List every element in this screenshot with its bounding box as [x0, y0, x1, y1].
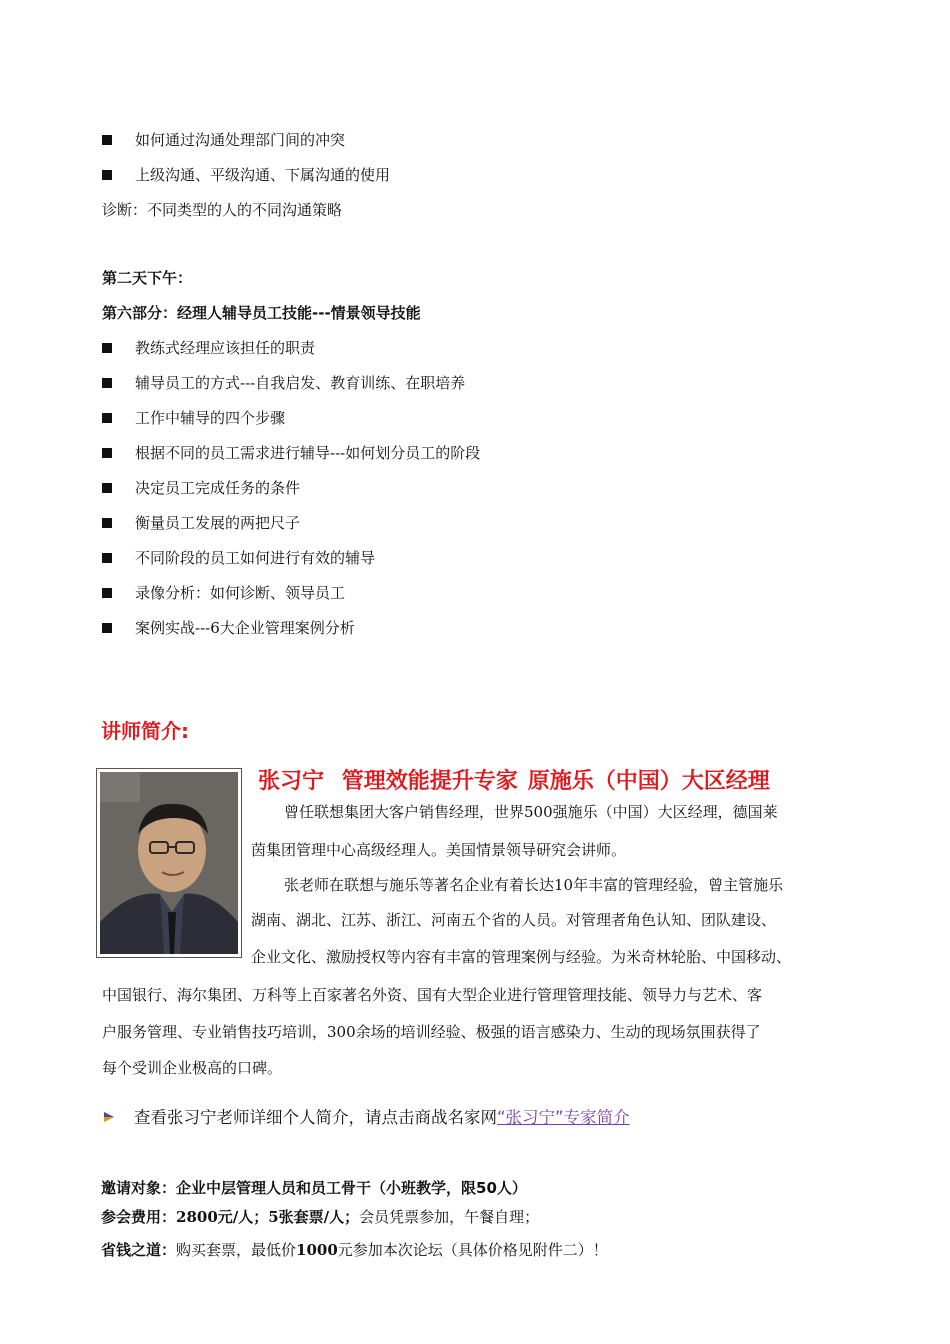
square-bullet-icon [102, 483, 112, 493]
list-item [102, 478, 300, 498]
square-bullet-icon [102, 553, 112, 563]
list-item [102, 130, 345, 150]
lecturer-title: 管理效能提升专家 [341, 769, 518, 794]
list-item-text: 不同阶段的员工如何进行有效的辅导 [135, 549, 376, 567]
square-bullet-icon [102, 343, 112, 353]
square-bullet-icon [102, 518, 112, 528]
list-item-text: 工作中辅导的四个步骤 [135, 409, 286, 427]
lecturer-name: 张习宁 [258, 769, 325, 794]
square-bullet-icon [102, 448, 112, 458]
list-item [102, 165, 390, 185]
square-bullet-icon [102, 170, 112, 180]
list-item [102, 618, 355, 638]
list-item [102, 338, 315, 358]
fee-value-bold: 2800元/人；5张套票/人； [176, 1208, 360, 1226]
list-item [102, 373, 465, 393]
expert-profile-link[interactable]: “张习宁”专家简介 [497, 1108, 630, 1127]
list-item [102, 513, 300, 533]
lecturer-photo [96, 768, 242, 958]
list-item-text: 录像分析：如何诊断、领导员工 [135, 584, 346, 602]
list-item-text: 教练式经理应该担任的职责 [135, 339, 316, 357]
lecturer-heading [258, 764, 780, 795]
bio-line: 企业文化、激励授权等内容有丰富的管理案例与经验。为米奇林轮胎、中国移动、 [251, 948, 792, 966]
savings-value-bold: 1000 [296, 1241, 338, 1259]
profile-link-row [102, 1107, 630, 1129]
section-title: 讲师简介: [101, 719, 189, 743]
savings-value-pre: 购买套票，最低价 [176, 1241, 297, 1259]
list-item-text: 辅导员工的方式---自我启发、教育训练、在职培养 [135, 374, 466, 392]
square-bullet-icon [102, 623, 112, 633]
list-item-text: 上级沟通、平级沟通、下属沟通的使用 [135, 166, 391, 184]
part6-title: 第六部分：经理人辅导员工技能---情景领导技能 [102, 304, 421, 322]
profile-link-text: 查看张习宁老师详细个人简介，请点击商战名家网 [134, 1108, 497, 1127]
bio-line: 茵集团管理中心高级经理人。美国情景领导研究会讲师。 [251, 841, 627, 859]
list-item-text: 根据不同的员工需求进行辅导---如何划分员工的阶段 [135, 444, 481, 462]
diagnosis-note: 诊断：不同类型的人的不同沟通策略 [102, 201, 343, 219]
savings-value-post: 元参加本次论坛（具体价格见附件二）！ [337, 1241, 608, 1259]
savings-label: 省钱之道： [101, 1241, 177, 1259]
savings-line [101, 1240, 608, 1260]
list-item [102, 583, 345, 603]
list-item-text: 如何通过沟通处理部门间的冲突 [135, 131, 346, 149]
list-item [102, 443, 480, 463]
list-item-text: 衡量员工发展的两把尺子 [135, 514, 301, 532]
bio-line: 张老师在联想与施乐等著名企业有着长达10年丰富的管理经验，曾主管施乐 [284, 876, 784, 894]
portrait-image [100, 772, 238, 954]
fee-label: 参会费用： [101, 1208, 177, 1226]
invite-line [101, 1178, 527, 1198]
square-bullet-icon [102, 378, 112, 388]
list-item-text: 案例实战---6大企业管理案例分析 [135, 619, 355, 637]
bio-line: 湖南、湖北、江苏、浙江、河南五个省的人员。对管理者角色认知、团队建设、 [251, 911, 777, 929]
fee-line [101, 1207, 539, 1227]
fee-value-plain: 会员凭票参加，午餐自理； [359, 1208, 540, 1226]
bio-line: 户服务管理、专业销售技巧培训，300余场的培训经验、极强的语言感染力、生动的现场氛围获得了 [102, 1023, 761, 1041]
square-bullet-icon [102, 135, 112, 145]
list-item-text: 决定员工完成任务的条件 [135, 479, 301, 497]
list-item [102, 408, 285, 428]
arrow-bullet-icon [102, 1110, 116, 1124]
day-heading: 第二天下午： [102, 269, 193, 287]
lecturer-position: 原施乐（中国）大区经理 [527, 769, 770, 794]
square-bullet-icon [102, 588, 112, 598]
square-bullet-icon [102, 413, 112, 423]
bio-line: 中国银行、海尔集团、万科等上百家著名外资、国有大型企业进行管理管理技能、领导力与艺术、客 [102, 986, 763, 1004]
invite-label: 邀请对象： [101, 1179, 177, 1197]
invite-value: 企业中层管理人员和员工骨干（小班教学，限50人） [176, 1179, 527, 1197]
bio-line: 曾任联想集团大客户销售经理，世界500强施乐（中国）大区经理，德国莱 [284, 803, 778, 821]
list-item [102, 548, 375, 568]
bio-line: 每个受训企业极高的口碑。 [102, 1059, 283, 1077]
